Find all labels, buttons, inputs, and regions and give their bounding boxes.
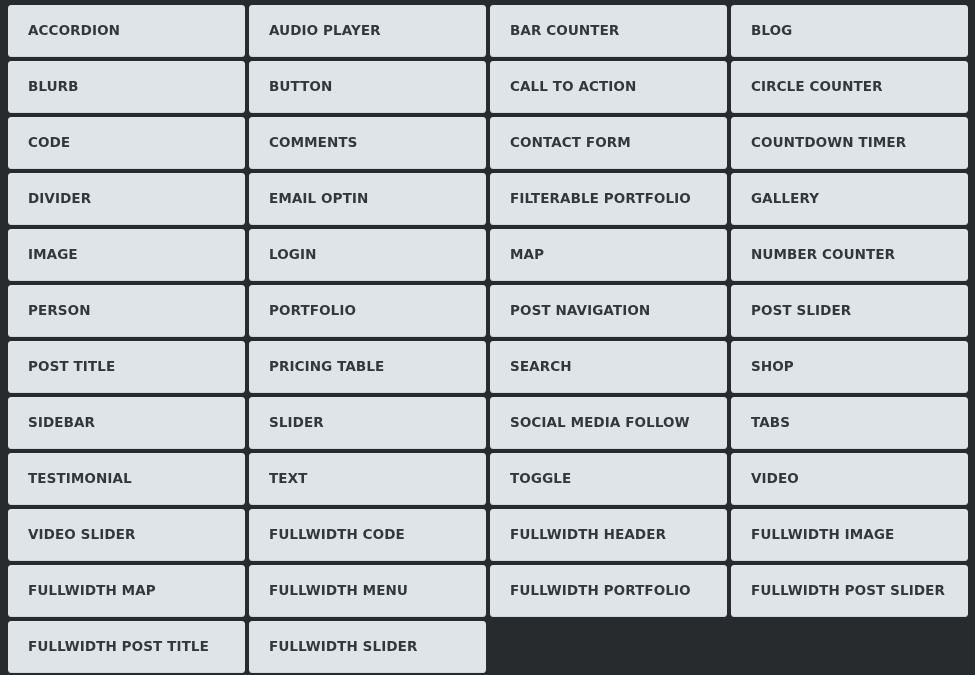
module-fullwidth-header[interactable] — [490, 509, 727, 561]
module-label: TESTIMONIAL — [28, 471, 132, 487]
module-label: CALL TO ACTION — [510, 79, 637, 95]
module-label: IMAGE — [28, 247, 78, 263]
module-label: TABS — [751, 415, 791, 431]
module-grid — [8, 5, 968, 673]
module-label: FULLWIDTH PORTFOLIO — [510, 583, 691, 599]
module-number-counter[interactable] — [731, 229, 968, 281]
module-fullwidth-slider[interactable] — [249, 621, 486, 673]
module-label: SIDEBAR — [28, 415, 96, 431]
module-label: BLOG — [751, 23, 793, 39]
module-shop[interactable] — [731, 341, 968, 393]
module-fullwidth-code[interactable] — [249, 509, 486, 561]
module-countdown-timer[interactable] — [731, 117, 968, 169]
module-search[interactable] — [490, 341, 727, 393]
module-blurb[interactable] — [8, 61, 245, 113]
module-text[interactable] — [249, 453, 486, 505]
module-label: FULLWIDTH IMAGE — [751, 527, 895, 543]
module-label: COMMENTS — [269, 135, 358, 151]
module-label: FILTERABLE PORTFOLIO — [510, 191, 691, 207]
module-filterable-portfolio[interactable] — [490, 173, 727, 225]
module-gallery[interactable] — [731, 173, 968, 225]
module-label: FULLWIDTH POST SLIDER — [751, 583, 945, 599]
module-label: FULLWIDTH MENU — [269, 583, 408, 599]
module-pricing-table[interactable] — [249, 341, 486, 393]
module-label: LOGIN — [269, 247, 317, 263]
module-label: SOCIAL MEDIA FOLLOW — [510, 415, 690, 431]
module-video-slider[interactable] — [8, 509, 245, 561]
module-label: BUTTON — [269, 79, 333, 95]
module-slider[interactable] — [249, 397, 486, 449]
module-label: FULLWIDTH CODE — [269, 527, 405, 543]
module-label: TOGGLE — [510, 471, 572, 487]
module-label: PORTFOLIO — [269, 303, 357, 319]
module-toggle[interactable] — [490, 453, 727, 505]
module-comments[interactable] — [249, 117, 486, 169]
module-label: VIDEO SLIDER — [28, 527, 136, 543]
module-label: MAP — [510, 247, 545, 263]
module-label: FULLWIDTH POST TITLE — [28, 639, 209, 655]
module-fullwidth-post-title[interactable] — [8, 621, 245, 673]
module-code[interactable] — [8, 117, 245, 169]
module-label: POST SLIDER — [751, 303, 852, 319]
module-label: POST TITLE — [28, 359, 116, 375]
module-post-navigation[interactable] — [490, 285, 727, 337]
module-testimonial[interactable] — [8, 453, 245, 505]
module-label: BAR COUNTER — [510, 23, 620, 39]
module-video[interactable] — [731, 453, 968, 505]
module-label: PRICING TABLE — [269, 359, 385, 375]
module-label: POST NAVIGATION — [510, 303, 651, 319]
module-label: PERSON — [28, 303, 91, 319]
module-fullwidth-map[interactable] — [8, 565, 245, 617]
module-label: EMAIL OPTIN — [269, 191, 369, 207]
module-label: FULLWIDTH SLIDER — [269, 639, 418, 655]
module-label: ACCORDION — [28, 23, 121, 39]
module-social-media-follow[interactable] — [490, 397, 727, 449]
module-audio-player[interactable] — [249, 5, 486, 57]
module-contact-form[interactable] — [490, 117, 727, 169]
module-email-optin[interactable] — [249, 173, 486, 225]
module-fullwidth-image[interactable] — [731, 509, 968, 561]
module-label: CONTACT FORM — [510, 135, 631, 151]
module-tabs[interactable] — [731, 397, 968, 449]
module-blog[interactable] — [731, 5, 968, 57]
module-login[interactable] — [249, 229, 486, 281]
module-divider[interactable] — [8, 173, 245, 225]
module-label: FULLWIDTH HEADER — [510, 527, 667, 543]
module-sidebar[interactable] — [8, 397, 245, 449]
module-label: COUNTDOWN TIMER — [751, 135, 907, 151]
module-fullwidth-post-slider[interactable] — [731, 565, 968, 617]
module-call-to-action[interactable] — [490, 61, 727, 113]
module-post-title[interactable] — [8, 341, 245, 393]
module-label: SHOP — [751, 359, 794, 375]
module-label: SEARCH — [510, 359, 572, 375]
module-label: CODE — [28, 135, 71, 151]
module-portfolio[interactable] — [249, 285, 486, 337]
module-label: VIDEO — [751, 471, 799, 487]
module-label: SLIDER — [269, 415, 324, 431]
module-label: BLURB — [28, 79, 79, 95]
module-button[interactable] — [249, 61, 486, 113]
module-label: GALLERY — [751, 191, 820, 207]
module-image[interactable] — [8, 229, 245, 281]
module-fullwidth-menu[interactable] — [249, 565, 486, 617]
module-bar-counter[interactable] — [490, 5, 727, 57]
module-post-slider[interactable] — [731, 285, 968, 337]
module-circle-counter[interactable] — [731, 61, 968, 113]
module-map[interactable] — [490, 229, 727, 281]
module-accordion[interactable] — [8, 5, 245, 57]
module-fullwidth-portfolio[interactable] — [490, 565, 727, 617]
module-label: TEXT — [269, 471, 308, 487]
module-label: DIVIDER — [28, 191, 92, 207]
module-label: FULLWIDTH MAP — [28, 583, 156, 599]
module-label: AUDIO PLAYER — [269, 23, 381, 39]
module-label: NUMBER COUNTER — [751, 247, 896, 263]
module-label: CIRCLE COUNTER — [751, 79, 883, 95]
module-person[interactable] — [8, 285, 245, 337]
